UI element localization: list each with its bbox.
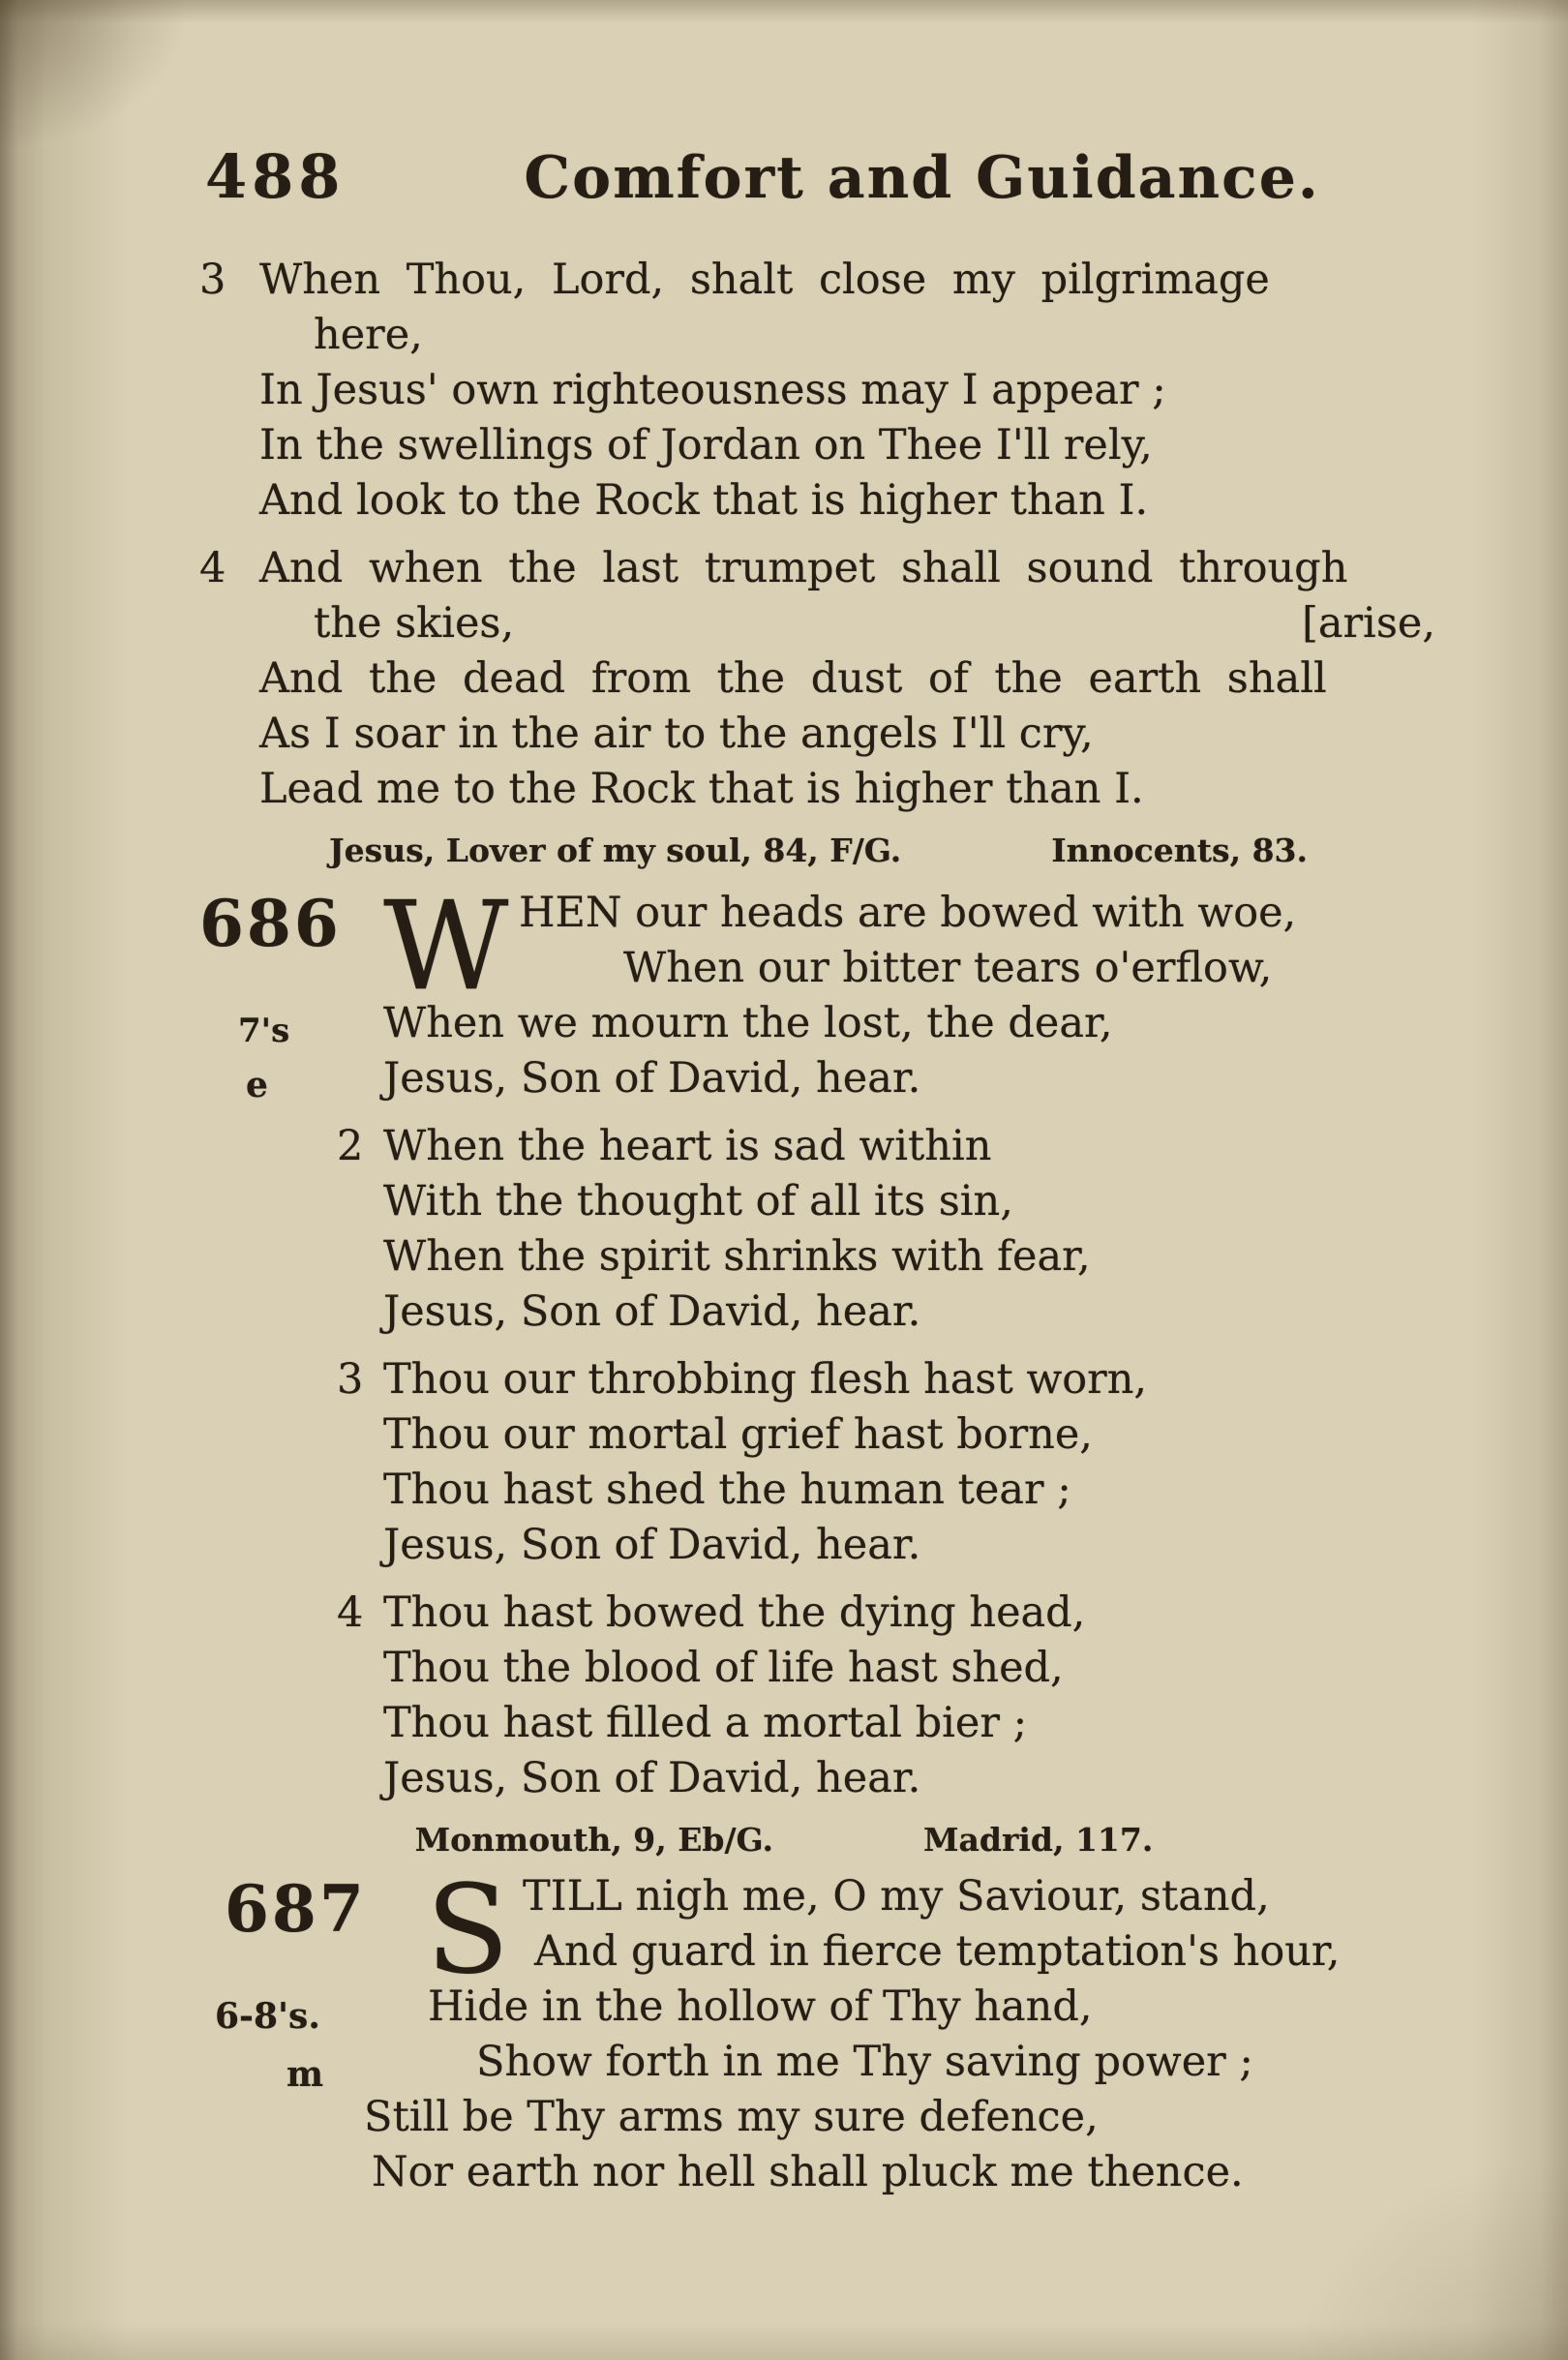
tune-reference: Jesus, Lover of my soul, 84, F/G.: [329, 832, 902, 869]
stanza-lines: [259, 541, 1437, 817]
verse-line: HEN our heads are bowed with woe,: [519, 889, 1297, 937]
drop-cap: S: [426, 1859, 510, 2001]
verse-line: Jesus, Son of David, hear.: [383, 1054, 921, 1103]
verse-line: When we mourn the lost, the dear,: [383, 999, 1113, 1047]
page-title: Comfort and Guidance.: [524, 144, 1320, 212]
verse-line: And look to the Rock that is higher than I.: [259, 476, 1149, 525]
stanza: [383, 875, 1462, 1106]
stanza-number: 3: [199, 256, 226, 304]
verse-line: When the heart is sad within: [383, 1122, 992, 1170]
stanza: [337, 1119, 1462, 1340]
meter-label: 6-8's.: [215, 1996, 320, 2037]
hymn-continuation: [199, 253, 1437, 872]
verse-line: When Thou, Lord, shalt close my pilgrimage: [259, 256, 1270, 304]
stanza: [364, 1859, 1491, 2200]
tune-reference: Madrid, 117.: [923, 1821, 1154, 1859]
tune-reference: Innocents, 83.: [1051, 832, 1308, 869]
verse-line: Still be Thy arms my sure defence,: [364, 2093, 1099, 2141]
stanza: [337, 1586, 1462, 1806]
verse-line: TILL nigh me, O my Saviour, stand,: [523, 1872, 1270, 1921]
verse-line: Show forth in me Thy saving power ;: [476, 2038, 1253, 2086]
verse-line: And guard in fierce temptation's hour,: [534, 1927, 1341, 1976]
verse-line: As I soar in the air to the angels I'll cry,: [259, 710, 1094, 758]
hymn-number: 686: [199, 886, 342, 961]
meter-label: 7's: [238, 1012, 290, 1050]
verse-line: In Jesus' own righteousness may I appear ;: [259, 366, 1166, 414]
verse-line-turnover: here,: [314, 311, 423, 359]
tune-line: [0, 1819, 1568, 1861]
stanza-number: 3: [337, 1355, 364, 1404]
stanza-lines: [259, 253, 1437, 529]
verse-line: Thou our throbbing flesh hast worn,: [383, 1355, 1148, 1404]
hymn-686: [0, 875, 1568, 1861]
verse-line: Jesus, Son of David, hear.: [383, 1754, 921, 1802]
verse-line: With the thought of all its sin,: [383, 1177, 1013, 1225]
stanza-lines: [383, 1352, 1462, 1573]
tune-line: [199, 830, 1437, 872]
verse-line: And when the last trumpet shall sound through: [259, 544, 1348, 592]
verse-line: When the spirit shrinks with fear,: [383, 1232, 1091, 1281]
page-header: [0, 0, 1568, 212]
stanza-number: 4: [199, 544, 226, 592]
verse-line: And the dead from the dust of the earth shall: [259, 654, 1327, 703]
verse-line: [259, 596, 1437, 651]
hymn-687: [0, 1859, 1568, 2200]
hymn-body: [337, 875, 1462, 1806]
verse-line: Lead me to the Rock that is higher than I.: [259, 765, 1144, 813]
verse-line: Thou hast filled a mortal bier ;: [383, 1699, 1028, 1747]
page-number: 488: [205, 141, 346, 212]
hymn-number: 687: [225, 1871, 367, 1947]
verse-line: Hide in the hollow of Thy hand,: [428, 1982, 1093, 2031]
catchword: [arise,: [1302, 599, 1435, 648]
verse-line: Jesus, Son of David, hear.: [383, 1521, 921, 1569]
stanza-lines: [383, 1119, 1462, 1340]
tune-reference: Monmouth, 9, Eb/G.: [414, 1821, 774, 1859]
stanza: [337, 1352, 1462, 1573]
stanza-number: 2: [337, 1122, 364, 1170]
stanza: [199, 253, 1437, 529]
verse-line: Thou our mortal grief hast borne,: [383, 1410, 1093, 1459]
verse-line: In the swellings of Jordan on Thee I'll rely,: [259, 421, 1153, 469]
verse-line: Thou the blood of life hast shed,: [383, 1644, 1064, 1692]
hymn-body: [364, 1859, 1491, 2200]
verse-line: Thou hast bowed the dying head,: [383, 1588, 1086, 1637]
stanza-number: 4: [337, 1588, 364, 1637]
stanza: [199, 541, 1437, 817]
verse-line-turnover: the skies,: [314, 599, 515, 648]
verse-line: Jesus, Son of David, hear.: [383, 1287, 921, 1336]
verse-line: Nor earth nor hell shall pluck me thence.: [372, 2148, 1244, 2196]
key-label: m: [286, 2054, 324, 2095]
key-label: e: [246, 1065, 268, 1105]
verse-line: Thou hast shed the human tear ;: [383, 1466, 1071, 1514]
verse-line: When our bitter tears o'erflow,: [623, 944, 1273, 992]
drop-cap: W: [383, 875, 509, 1017]
stanza-lines: [383, 1586, 1462, 1806]
